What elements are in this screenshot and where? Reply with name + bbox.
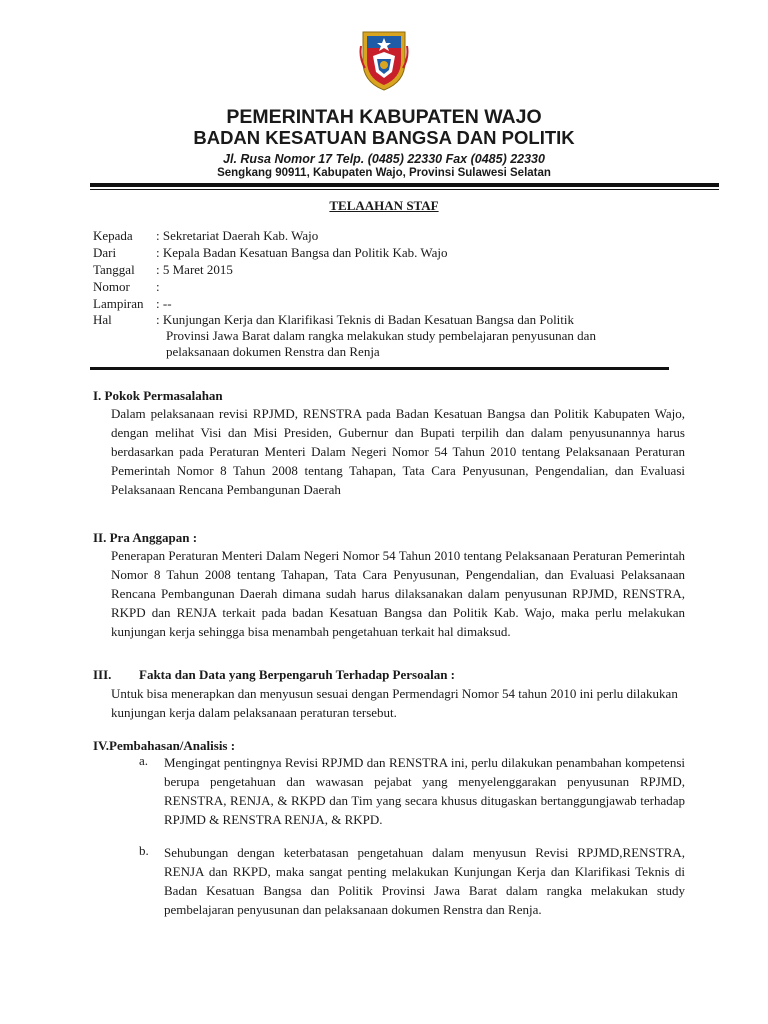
section-heading-pra-anggapan: II. Pra Anggapan : (93, 530, 198, 545)
meta-label-dari: Dari (93, 245, 117, 260)
meta-label-nomor: Nomor (93, 279, 130, 294)
regency-crest-logo (359, 28, 409, 92)
section-number-fakta-data: III. (93, 667, 112, 682)
list-item-text-a: Mengingat pentingnya Revisi RPJMD dan RENSTRA ini, perlu dilakukan penambahan kompetensi berupa pengetahuan dan wawasan pejabat yang menyelenggarakan penyusunan RPJMD, RENSTRA, RENJA, & RKPD dan Tim yang secara khusus ditugaskan bertanggungjawab terhadap RPJMD & RENSTRA RENJA, & RKPD. (164, 755, 685, 827)
meta-value-lampiran: : -- (156, 296, 172, 311)
meta-label-lampiran: Lampiran (93, 296, 144, 311)
list-item-marker-a: a. (139, 753, 149, 768)
letterhead-divider-thin (90, 189, 719, 190)
section-heading-pokok-permasalahan: I. Pokok Permasalahan (93, 388, 223, 403)
address-line-2: Sengkang 90911, Kabupaten Wajo, Provinsi Sulawesi Selatan (217, 167, 551, 179)
meta-label-tanggal: Tanggal (93, 262, 135, 277)
meta-value-dari: : Kepala Badan Kesatuan Bangsa dan Politik Kab. Wajo (156, 245, 448, 260)
address-line-1: Jl. Rusa Nomor 17 Telp. (0485) 22330 Fax (0485) 22330 (223, 152, 545, 166)
meta-label-hal: Hal (93, 312, 112, 327)
section-heading-pembahasan: IV.Pembahasan/Analisis : (93, 738, 236, 753)
meta-label-kepada: Kepada (93, 228, 133, 243)
meta-hal-continuation-1: Provinsi Jawa Barat dalam rangka melakukan study pembelajaran penyusunan dan (166, 328, 596, 343)
list-item-marker-b: b. (139, 843, 149, 858)
meta-divider (90, 367, 669, 370)
section-body-pokok-permasalahan: Dalam pelaksanaan revisi RPJMD, RENSTRA pada Badan Kesatuan Bangsa dan Politik Kabupaten Wajo, dengan melihat Visi dan Misi Presiden, Gubernur dan Bupati terpilih dan dalam penyusunannya harus berdasarkan pada Peraturan Menteri Dalam Negeri Nomor 54 Tahun 2010 tentang Pelaksanaan Peraturan Pemerintah Nomor 8 Tahun 2008 tentang Tahapan, Tata Cara Penyusunan, Pengendalian, dan Evaluasi Pelaksanaan Rencana Pembangunan Daerah (111, 406, 685, 497)
agency-name: BADAN KESATUAN BANGSA DAN POLITIK (193, 127, 575, 148)
section-heading-fakta-data: Fakta dan Data yang Berpengaruh Terhadap Persoalan : (139, 667, 456, 682)
meta-value-nomor: : (156, 279, 160, 294)
meta-hal-continuation-2: pelaksanaan dokumen Renstra dan Renja (166, 344, 380, 359)
letterhead-divider-thick (90, 183, 719, 187)
list-item-text-b: Sehubungan dengan keterbatasan pengetahuan dalam menyusun Revisi RPJMD,RENSTRA, RENJA dan RKPD, maka sangat penting melakukan Kunjungan Kerja dan Klarifikasi Teknis di Badan Kesatuan Bangsa dan Politik Provinsi Jawa Barat dalam rangka melakukan study pembelajaran penyusunan dan pelaksanaan dokumen Renstra dan Renja. (164, 845, 685, 917)
document-title: TELAAHAN STAF (329, 198, 439, 213)
section-body-fakta-data: Untuk bisa menerapkan dan menyusun sesuai dengan Permendagri Nomor 54 tahun 2010 ini perlu dilakukan kunjungan kerja dalam pelaksanaan peraturan tersebut. (111, 686, 678, 720)
meta-value-hal: : Kunjungan Kerja dan Klarifikasi Teknis di Badan Kesatuan Bangsa dan Politik (156, 312, 575, 327)
section-body-pra-anggapan: Penerapan Peraturan Menteri Dalam Negeri Nomor 54 Tahun 2010 tentang Pelaksanaan Peraturan Pemerintah Nomor 8 Tahun 2008 tentang Tahapan, Tata Cara Penyusunan, Pengendalian, dan Evaluasi Pelaksanaan Rencana Pembangunan Daerah dimana sudah harus dilaksanakan dalam penyusunan RPJMD, RENSTRA, RKPD dan RENJA terkait pada badan Kesatuan Bangsa dan Politik Kab. Wajo, maka perlu melakukan kunjungan kerja sehingga bisa menambah pengetahuan terkait hal dimaksud. (111, 548, 685, 639)
government-name: PEMERINTAH KABUPATEN WAJO (226, 106, 542, 128)
meta-value-tanggal: : 5 Maret 2015 (156, 262, 233, 277)
meta-value-kepada: : Sekretariat Daerah Kab. Wajo (156, 228, 319, 243)
